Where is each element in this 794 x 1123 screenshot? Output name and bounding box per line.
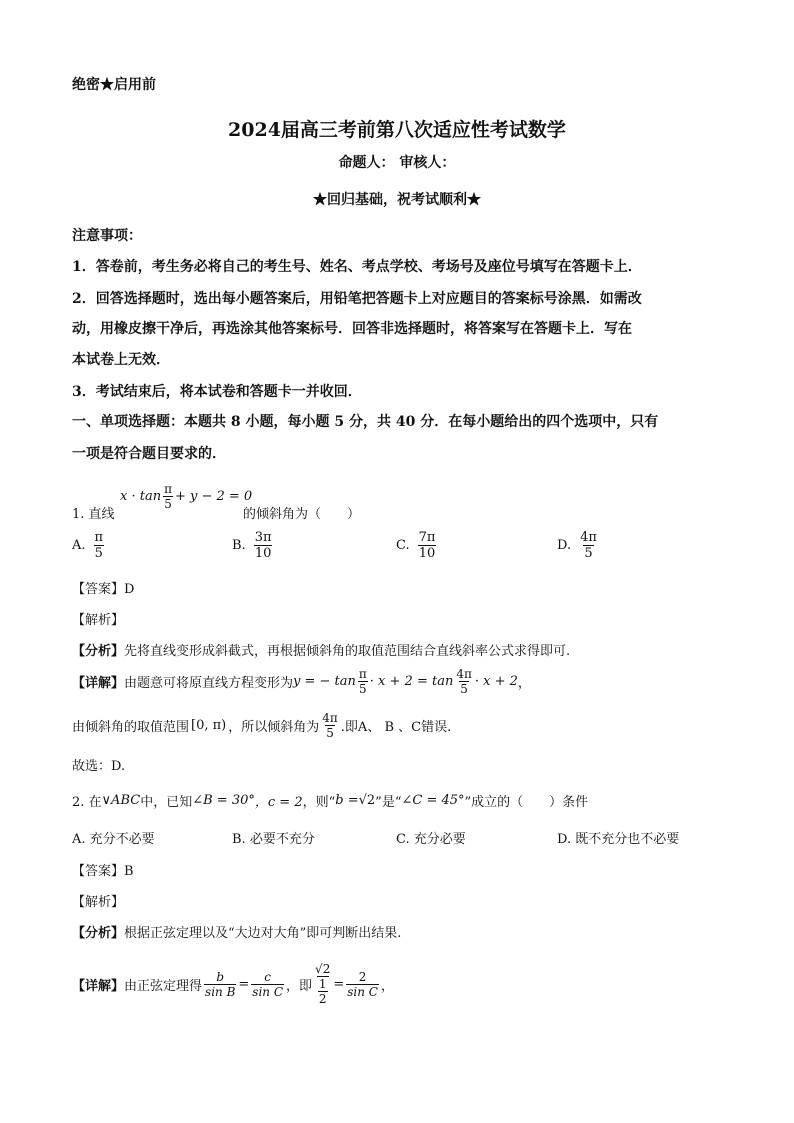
q2-detail: 【详解】 由正弦定理得 $\frac{b}{\text{sin B}}$ = $\frac{c}{\text{sin C}}$ ，即 √2 1 2 = $\frac{2}{\text{sin C}}$ ， xyxy=(72,962,394,1006)
q2-option-d: D. 既不充分也不必要 xyxy=(557,832,680,847)
q1-stem-number: 1. 直线 xyxy=(72,507,115,522)
q1-conclusion: 故选：D. xyxy=(72,759,126,774)
q2-option-b: B. 必要不充分 xyxy=(232,832,315,847)
notice-item-2-line-3: 本试卷上无效． xyxy=(72,352,170,368)
page-title: 2024届高三考前第八次适应性考试数学 xyxy=(228,119,566,141)
q1-jiexi: 【解析】 xyxy=(72,613,125,628)
motto-line: ★回归基础，祝考试顺利★ xyxy=(313,192,481,208)
q1-option-c: C. $\frac{7\pi}{10}$ xyxy=(396,530,436,561)
q1-option-b: B. $\frac{3\pi}{10}$ xyxy=(232,530,272,561)
q1-option-d: D. $\frac{4\pi}{5}$ xyxy=(557,530,597,561)
q2-analysis: 【分析】根据正弦定理以及“大边对大角”即可判断出结果. xyxy=(72,926,402,941)
q1-stem-suffix: 的倾斜角为（ ） xyxy=(243,507,361,522)
section-heading-line-1: 一、单项选择题：本题共 8 小题，每小题 5 分，共 40 分．在每小题给出的四个选项中，只有 xyxy=(72,414,659,430)
q1-option-a: A. $\frac{\pi}{5}$ xyxy=(72,530,104,561)
q1-equation: x · tan $\frac{\pi}{5}$ + y − 2 = 0 xyxy=(120,482,253,511)
q2-option-c: C. 充分必要 xyxy=(396,832,466,847)
q2-option-a: A. 充分不必要 xyxy=(72,832,155,847)
q1-detail: 【详解】 由题意可将原直线方程变形为 y = − tan $\frac{\pi}{5}$ · x + 2 = tan $\frac{4\pi}{5}$ · x + 2 ， xyxy=(72,667,531,696)
notice-item-1: 1．答卷前，考生务必将自己的考生号、姓名、考点学校、考场号及座位号填写在答题卡上． xyxy=(72,259,642,275)
notice-heading: 注意事项： xyxy=(72,228,142,244)
q1-answer: 【答案】D xyxy=(72,582,135,597)
secret-tag: 绝密★启用前 xyxy=(72,77,156,93)
q2-jiexi: 【解析】 xyxy=(72,895,125,910)
notice-item-2-line-1: 2．回答选择题时，选出每小题答案后，用铅笔把答题卡上对应题目的答案标号涂黑．如需改 xyxy=(72,291,642,307)
authors-line: 命题人： 审核人： xyxy=(338,155,456,171)
notice-item-3: 3．考试结束后，将本试卷和答题卡一并收回． xyxy=(72,384,362,400)
q1-range: 由倾斜角的取值范围 [0, π) ，所以倾斜角为 $\frac{4\pi}{5}$ .即A、 B 、C错误. xyxy=(72,711,452,740)
q1-analysis: 【分析】先将直线变形成斜截式，再根据倾斜角的取值范围结合直线斜率公式求得即可. xyxy=(72,644,571,659)
q2-stem: 2. 在 ∨ABC 中，已知 ∠B = 30° ，c = 2 ，则“ b = √2 ”是“ ∠C = 45° ”成立的（ ）条件 xyxy=(72,793,589,810)
notice-item-2-line-2: 动，用橡皮擦干净后，再选涂其他答案标号．回答非选择题时，将答案写在答题卡上．写在 xyxy=(72,321,632,337)
section-heading-line-2: 一项是符合题目要求的． xyxy=(72,446,226,462)
q2-answer: 【答案】B xyxy=(72,864,134,879)
